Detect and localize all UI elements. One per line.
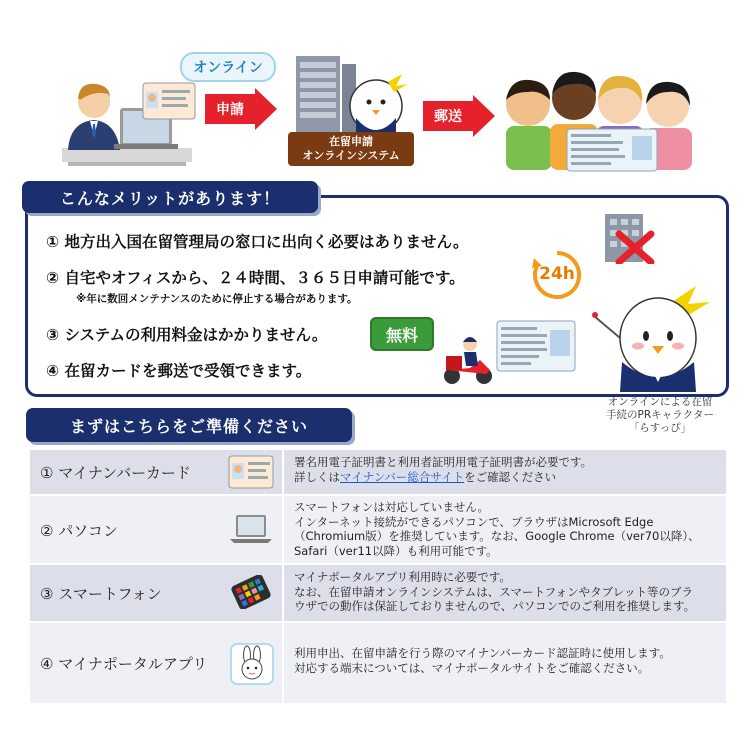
residence-card-icon [496, 320, 576, 372]
postal-delivery-icon [440, 330, 496, 386]
system-label-line2: オンラインシステム [302, 149, 400, 162]
prep-row-desc-line2: インターネット接続ができるパソコンで、ブラウザはMicrosoft Edge [294, 514, 654, 529]
mascot-caption-line3: 「らすっぴ」 [628, 422, 692, 434]
prep-row-desc-line1: スマートフォンは対応していません。 [294, 500, 490, 514]
prep-row-desc-line2: なお、在留申請オンラインシステムは、スマートフォンやタブレット等のブラ [294, 584, 693, 599]
merit-item-1: ① 地方出入国在留管理局の窓口に出向く必要はありません。 [46, 233, 469, 251]
rasuppi-mascot-illustration [592, 282, 722, 392]
mascot-caption-line2: 手続のPRキャラクター [606, 409, 714, 421]
prep-row-desc-line1: 利用申出、在留申請を行う際のマイナンバーカード認証時に使用します。 [294, 646, 671, 660]
free-badge: 無料 [370, 317, 434, 351]
residence-card-illustration [566, 128, 658, 172]
mynumber-card-small-icon [142, 82, 196, 120]
mascot-caption-line1: オンラインによる在留 [607, 396, 713, 408]
mail-arrow [423, 95, 493, 137]
apply-arrow-label: 申請 [205, 94, 255, 124]
prep-row-mynumber [30, 450, 726, 494]
laptop-icon [228, 512, 274, 546]
prep-row-pc [30, 496, 726, 563]
merits-title: こんなメリットがあります！ [22, 181, 318, 213]
prep-row-smartphone [30, 565, 726, 621]
prep-row-desc-line2: 対応する端末については、マイナポータルサイトをご確認ください。 [294, 660, 650, 675]
mascot-caption [590, 396, 730, 435]
mynaportal-app-icon [230, 643, 274, 685]
prep-row-desc-line2 [294, 470, 716, 485]
online-system-label [288, 132, 414, 166]
24h-icon [532, 250, 582, 300]
server-illustration [292, 54, 412, 134]
prep-row-desc-line3: （Chromium版）を推奨しています。なお、Google Chrome（ver70以降）、 [294, 529, 700, 543]
mynumber-site-link[interactable]: マイナンバー総合サイト [340, 469, 465, 484]
desc-suffix: をご確認ください [464, 469, 557, 484]
mail-arrow-label: 郵送 [423, 101, 473, 131]
merit-item-4: ④ 在留カードを郵送で受領できます。 [46, 362, 312, 380]
apply-arrow [205, 88, 275, 130]
prep-row-desc-line1: 署名用電子証明書と利用者証明用電子証明書が必要です。 [294, 455, 593, 469]
merit-item-3: ③ システムの利用料金はかかりません。 [46, 326, 328, 344]
prep-row-label: ② パソコン [40, 522, 118, 540]
prep-row-desc-line4: Safari（ver11以降）も利用可能です。 [294, 543, 498, 558]
24h-label: 24h [539, 264, 575, 284]
prep-row-label: ① マイナンバーカード [40, 464, 191, 482]
prep-row-desc-line1: マイナポータルアプリ利用時に必要です。 [294, 570, 511, 584]
maintenance-note: ※年に数回メンテナンスのために停止する場合があります。 [76, 293, 358, 305]
online-badge: オンライン [180, 52, 276, 82]
prep-row-label: ③ スマートフォン [40, 585, 162, 603]
merit-item-2: ② 自宅やオフィスから、２４時間、３６５日申請可能です。 [46, 269, 465, 287]
system-label-line1: 在留申請 [329, 135, 373, 148]
prep-row-app [30, 623, 726, 703]
office-building-x-icon [601, 208, 657, 264]
mynumber-card-icon [228, 455, 274, 489]
prep-row-label: ④ マイナポータルアプリ [40, 655, 208, 673]
desc-prefix: 詳しくは [294, 469, 340, 484]
prep-title: まずはこちらをご準備ください [26, 408, 352, 442]
prep-row-desc-line3: ウザでの動作は保証しておりませんので、パソコンでのご利用を推奨します。 [294, 599, 696, 613]
smartphone-icon [228, 575, 274, 609]
